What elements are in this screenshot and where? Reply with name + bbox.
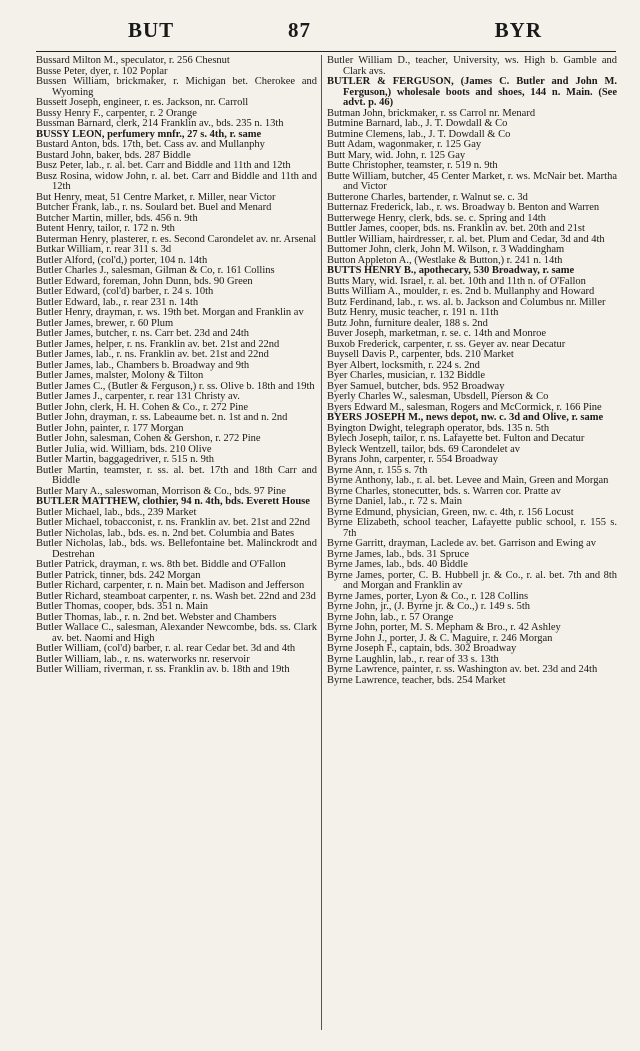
directory-entry: Button Appleton A., (Westlake & Button,) r. 241 n. 14th xyxy=(327,254,563,266)
directory-entry: Byrne Lawrence, teacher, bds. 254 Market xyxy=(327,674,506,686)
directory-entry: Byrne John, lab., r. 57 Orange xyxy=(327,611,454,623)
directory-entry: Butler William, riverman, r. ss. Franklin av. b. 18th and 19th xyxy=(36,664,290,675)
directory-entry: Buver Joseph, marketman, r. se. c. 14th and Monroe xyxy=(327,328,546,339)
directory-entry: BUTLER MATTHEW, clothier, 94 n. 4th, bds. Everett House xyxy=(36,496,310,507)
directory-entry: Butler Charles J., salesman, Gilman & Co, r. 161 Collins xyxy=(36,265,275,276)
directory-entry: Buterman Henry, plasterer, r. es. Second Carondelet av. nr. Arsenal xyxy=(36,233,317,245)
directory-entry: Butler John, painter, r. 177 Morgan xyxy=(36,422,184,434)
right-column xyxy=(327,56,617,686)
directory-entry: Butternaz Frederick, lab., r. ws. Broadway b. Benton and Warren xyxy=(327,202,600,213)
directory-entry: Byrne John J., porter, J. & C. Maguire, r. 246 Morgan xyxy=(327,632,553,644)
directory-entry: Bustard Anton, bds. 17th, bet. Cass av. and Mullanphy xyxy=(36,139,265,150)
directory-entry: Byrne James, porter, Lyon & Co., r. 128 Collins xyxy=(327,590,529,602)
directory-entry: Butler Nicholas, lab., bds. ws. Bellefontaine bet. Malinckrodt and Destrehan xyxy=(36,538,317,560)
page-number: 87 xyxy=(288,18,311,42)
directory-entry: Butler Henry, drayman, r. ws. 19th bet. Morgan and Franklin av xyxy=(36,307,304,318)
directory-entry: Butler Michael, lab., bds., 239 Market xyxy=(36,506,197,518)
directory-entry: Butler Edward, foreman, John Dunn, bds. 90 Green xyxy=(36,275,253,287)
directory-entry: Byington Dwight, telegraph operator, bds. 135 n. 5th xyxy=(327,422,550,434)
directory-entry: Bussard Milton M., speculator, r. 256 Chesnut xyxy=(36,55,230,66)
directory-entry: Bussy Henry F., carpenter, r. 2 Orange xyxy=(36,107,197,119)
directory-entry: Byrne Daniel, lab., r. 72 s. Main xyxy=(327,496,463,507)
directory-entry: Butz Henry, music teacher, r. 191 n. 11th xyxy=(327,307,499,318)
directory-entry: Butmine Barnard, lab., J. T. Dowdall & Co xyxy=(327,118,508,129)
directory-entry: Byrne James, porter, C. B. Hubbell jr. & Co., r. al. bet. 7th and 8th and Morgan and Franklin av xyxy=(327,569,617,591)
directory-entry: Butt Adam, wagonmaker, r. 125 Gay xyxy=(327,139,482,150)
directory-entry: Byrans John, carpenter, r. 554 Broadway xyxy=(327,454,499,465)
directory-entry: Byrne Charles, stonecutter, bds. s. Warren cor. Pratte av xyxy=(327,485,561,497)
directory-entry: Bussett Joseph, engineer, r. es. Jackson, nr. Carroll xyxy=(36,97,249,108)
directory-entry: Butler William, (col'd) barber, r. al. rear Cedar bet. 3d and 4th xyxy=(36,643,296,654)
directory-entry: Butler William D., teacher, University, ws. High b. Gamble and Clark avs. xyxy=(327,55,617,77)
page-header xyxy=(30,18,610,48)
directory-entry: Byrne John, porter, M. S. Mepham & Bro., r. 42 Ashley xyxy=(327,622,561,633)
directory-entry: Butler James, malster, Molony & Tilton xyxy=(36,370,204,381)
directory-entry: Butler Nicholas, lab., bds. es. n. 2nd bet. Columbia and Bates xyxy=(36,527,295,539)
directory-entry: Butcher Martin, miller, bds. 456 n. 9th xyxy=(36,212,198,224)
directory-entry: Butts William A., moulder, r. es. 2nd b. Mullanphy and Howard xyxy=(327,286,595,297)
directory-entry: Butterwege Henry, clerk, bds. se. c. Spring and 14th xyxy=(327,212,546,224)
directory-entry: Butler James, butcher, r. ns. Carr bet. 23d and 24th xyxy=(36,328,250,339)
directory-entry: Butent Henry, tailor, r. 172 n. 9th xyxy=(36,223,175,234)
directory-entry: Butler Edward, (col'd) barber, r. 24 s. 10th xyxy=(36,286,214,297)
directory-entry: BUSSY LEON, perfumery mnfr., 27 s. 4th, r. same xyxy=(36,128,262,140)
directory-entry: Bussman Barnard, clerk, 214 Franklin av., bds. 235 n. 13th xyxy=(36,118,284,129)
directory-entry: Butler Martin, baggagedriver, r. 515 n. 9th xyxy=(36,454,215,465)
directory-entry: Butler James, lab., r. ns. Franklin av. bet. 21st and 22nd xyxy=(36,349,269,360)
directory-entry: Butz Ferdinand, lab., r. ws. al. b. Jackson and Columbus nr. Miller xyxy=(327,296,606,308)
column-divider xyxy=(321,55,322,1030)
directory-entry: Byer Albert, locksmith, r. 224 s. 2nd xyxy=(327,359,480,371)
directory-entry: Byers Edward M., salesman, Rogers and McCormick, r. 166 Pine xyxy=(327,401,602,413)
directory-entry: Butler Patrick, drayman, r. ws. 8th bet. Biddle and O'Fallon xyxy=(36,559,286,570)
directory-entry: Butler John, drayman, r. ss. Labeaume bet. n. 1st and n. 2nd xyxy=(36,412,288,423)
directory-entry: Butler Thomas, lab., r. n. 2nd bet. Webster and Chambers xyxy=(36,611,277,623)
directory-entry: Butterone Charles, bartender, r. Walnut se. c. 3d xyxy=(327,191,528,203)
directory-entry: Butler Alford, (col'd,) porter, 104 n. 14th xyxy=(36,254,208,266)
directory-entry: Byleck Wentzell, tailor, bds. 69 Carondelet av xyxy=(327,443,521,455)
directory-entry: Butt Mary, wid. John, r. 125 Gay xyxy=(327,149,466,161)
directory-entry: Butler John, salesman, Cohen & Gershon, r. 272 Pine xyxy=(36,433,261,444)
directory-entry: BYERS JOSEPH M., news depot, nw. c. 3d and Olive, r. same xyxy=(327,412,604,423)
directory-entry: Buttler James, cooper, bds. ns. Franklin av. bet. 20th and 21st xyxy=(327,223,585,234)
directory-entry: Butte William, butcher, 45 Center Market, r. ws. McNair bet. Martha and Victor xyxy=(327,170,617,192)
directory-entry: Butler Wallace C., salesman, Alexander Newcombe, bds. ss. Clark av. bet. Naomi and High xyxy=(36,622,317,644)
directory-entry: Butler Julia, wid. William, bds. 210 Olive xyxy=(36,443,212,455)
directory-entry: Busz Peter, lab., r. al. bet. Carr and Biddle and 11th and 12th xyxy=(36,160,291,171)
directory-entry: Buttomer John, clerk, John M. Wilson, r. 3 Waddingham xyxy=(327,244,565,255)
directory-entry: Busse Peter, dyer, r. 102 Poplar xyxy=(36,65,168,77)
directory-entry: Butler John, clerk, H. H. Cohen & Co., r. 272 Pine xyxy=(36,401,249,413)
directory-entry: Butler Martin, teamster, r. ss. al. bet. 17th and 18th Carr and Biddle xyxy=(36,464,317,486)
directory-entry: Byer Charles, musician, r. 132 Biddle xyxy=(327,370,486,381)
directory-entry: Byrne Joseph F., captain, bds. 302 Broadway xyxy=(327,643,517,654)
directory-entry: Byrne Elizabeth, school teacher, Lafayette public school, r. 155 s. 7th xyxy=(327,517,617,539)
directory-entry: Buxob Frederick, carpenter, r. ss. Geyer av. near Decatur xyxy=(327,338,566,350)
directory-entry: Byrne Garritt, drayman, Laclede av. bet. Garrison and Ewing av xyxy=(327,538,597,549)
directory-entry: Byrne Lawrence, painter, r. ss. Washington av. bet. 23d and 24th xyxy=(327,664,598,675)
directory-entry: Byer Samuel, butcher, bds. 952 Broadway xyxy=(327,380,505,392)
directory-entry: Bussen William, brickmaker, r. Michigan bet. Cherokee and Wyoming xyxy=(36,76,317,98)
directory-entry: Busz Rosina, widow John, r. al. bet. Carr and Biddle and 11th and 12th xyxy=(36,170,317,192)
directory-entry: Butler James J., carpenter, r. rear 131 Christy av. xyxy=(36,391,240,402)
directory-entry: But Henry, meat, 51 Centre Market, r. Miller, near Victor xyxy=(36,191,276,203)
directory-entry: Byrne Edmund, physician, Green, nw. c. 4th, r. 156 Locust xyxy=(327,506,574,518)
directory-entry: Butler James, helper, r. ns. Franklin av. bet. 21st and 22nd xyxy=(36,338,280,350)
directory-entry: Butcher Frank, lab., r. ns. Soulard bet. Buel and Menard xyxy=(36,202,272,213)
directory-entry: Butman John, brickmaker, r. ss Carrol nr. Menard xyxy=(327,107,536,119)
directory-entry: Byerly Charles W., salesman, Ubsdell, Pierson & Co xyxy=(327,391,549,402)
header-rule xyxy=(36,51,616,52)
directory-entry: Butler Edward, lab., r. rear 231 n. 14th xyxy=(36,296,199,308)
directory-entry: BUTTS HENRY B., apothecary, 530 Broadway, r. same xyxy=(327,265,575,276)
directory-entry: Butler James C., (Butler & Ferguson,) r. ss. Olive b. 18th and 19th xyxy=(36,380,315,392)
directory-entry: Butler Mary A., saleswoman, Morrison & Co., bds. 97 Pine xyxy=(36,485,286,497)
directory-entry: Byrne Anthony, lab., r. al. bet. Levee and Main, Green and Morgan xyxy=(327,475,609,486)
directory-entry: Butmine Clemens, lab., J. T. Dowdall & Co xyxy=(327,128,511,140)
left-column xyxy=(36,56,317,676)
directory-entry: Butler James, brewer, r. 60 Plum xyxy=(36,317,174,329)
directory-entry: Bylech Joseph, tailor, r. ns. Lafayette bet. Fulton and Decatur xyxy=(327,433,585,444)
directory-entry: Buttler William, hairdresser, r. al. bet. Plum and Cedar, 3d and 4th xyxy=(327,233,605,245)
header-right-guide: BYR xyxy=(494,18,542,42)
directory-entry: Butkar William, r. rear 311 s. 3d xyxy=(36,244,172,255)
directory-entry: Butler James, lab., Chambers b. Broadway and 9th xyxy=(36,359,250,371)
directory-entry: Buysell Davis P., carpenter, bds. 210 Market xyxy=(327,349,514,360)
directory-entry: Butler Michael, tobacconist, r. ns. Franklin av. bet. 21st and 22nd xyxy=(36,517,311,528)
directory-entry: Butler William, lab., r. ns. waterworks nr. reservoir xyxy=(36,653,250,665)
directory-entry: Butler Patrick, tinner, bds. 242 Morgan xyxy=(36,569,201,581)
directory-entry: Butts Mary, wid. Israel, r. al. bet. 10th and 11th n. of O'Fallon xyxy=(327,275,586,287)
directory-entry: Byrne Ann, r. 155 s. 7th xyxy=(327,464,428,476)
directory-entry: Butler Thomas, cooper, bds. 351 n. Main xyxy=(36,601,209,612)
directory-entry: Butler Richard, carpenter, r. n. Main bet. Madison and Jefferson xyxy=(36,580,305,591)
directory-entry: BUTLER & FERGUSON, (James C. Butler and John M. Ferguson,) wholesale boots and shoes, 144 n. Main. (See advt. p. 46) xyxy=(327,76,617,108)
directory-entry: Byrne James, lab., bds. 31 Spruce xyxy=(327,548,470,560)
directory-entry: Butler Richard, steamboat carpenter, r. ns. Wash bet. 22nd and 23d xyxy=(36,590,316,602)
header-left-guide: BUT xyxy=(128,18,175,42)
directory-entry: Byrne John, jr., (J. Byrne jr. & Co.,) r. 149 s. 5th xyxy=(327,601,530,612)
directory-entry: Butte Christopher, teamster, r. 519 n. 9th xyxy=(327,160,498,171)
directory-entry: Butz John, furniture dealer, 188 s. 2nd xyxy=(327,317,488,329)
directory-entry: Byrne James, lab., bds. 40 Biddle xyxy=(327,559,468,570)
directory-entry: Bustard John, baker, bds. 287 Biddle xyxy=(36,149,191,161)
directory-entry: Byrne Laughlin, lab., r. rear of 33 s. 13th xyxy=(327,653,499,665)
